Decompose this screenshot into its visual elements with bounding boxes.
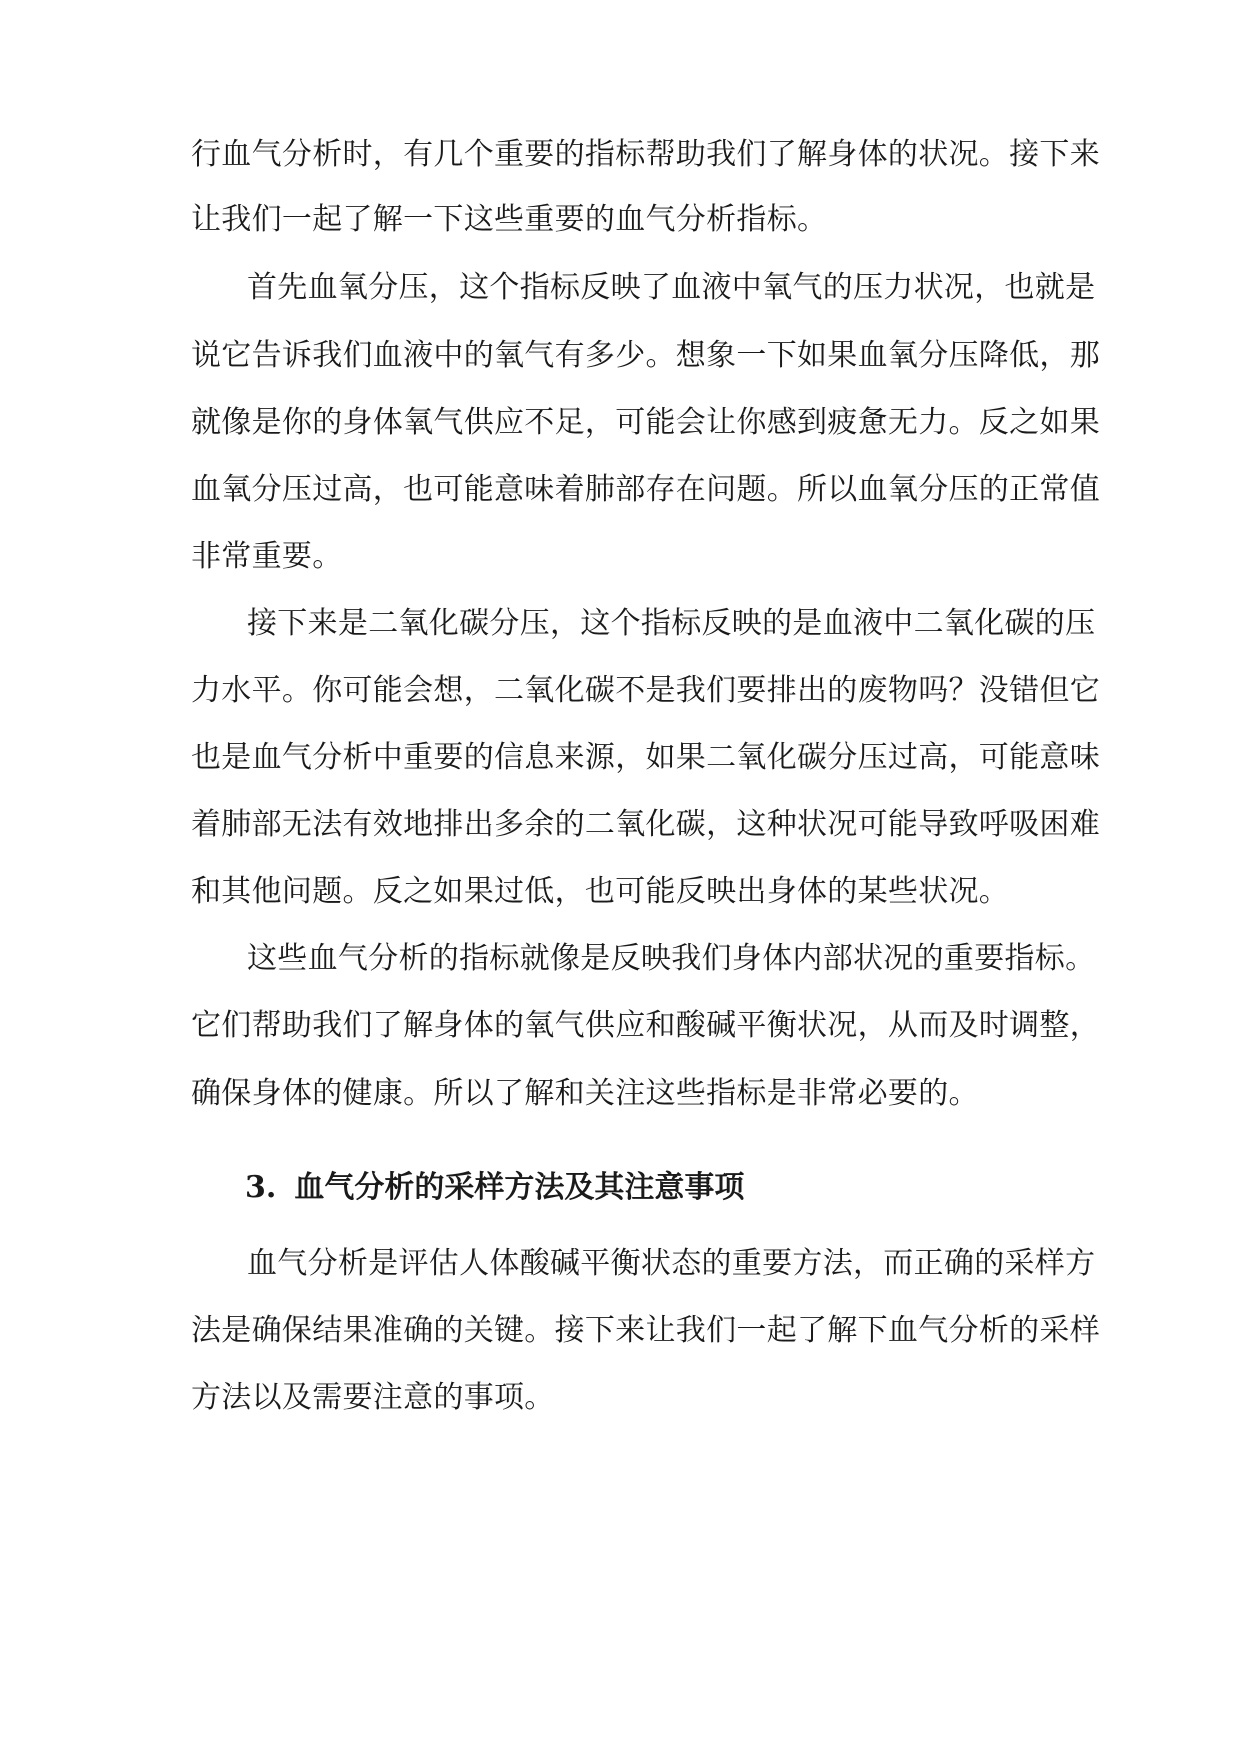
paragraph-4-line-1: 这些血气分析的指标就像是反映我们身体内部状况的重要指标。	[247, 941, 1096, 976]
paragraph-1-line-1: 行血气分析时，有几个重要的指标帮助我们了解身体的状况。接下来	[191, 137, 1100, 172]
paragraph-3-line-3: 也是血气分析中重要的信息来源，如果二氧化碳分压过高，可能意味	[191, 740, 1100, 775]
paragraph-2-line-5: 非常重要。	[191, 539, 343, 574]
section-paragraph-line-3: 方法以及需要注意的事项。	[191, 1380, 555, 1415]
paragraph-2-line-3: 就像是你的身体氧气供应不足，可能会让你感到疲惫无力。反之如果	[191, 405, 1100, 440]
section-heading	[245, 1168, 744, 1208]
paragraph-4-line-2: 它们帮助我们了解身体的氧气供应和酸碱平衡状况，从而及时调整，	[191, 1008, 1100, 1043]
paragraph-2-line-1: 首先血氧分压，这个指标反映了血液中氧气的压力状况，也就是	[247, 270, 1096, 305]
section-number: 3.	[245, 1170, 277, 1205]
section-title: 血气分析的采样方法及其注意事项	[294, 1170, 745, 1205]
paragraph-4-line-3: 确保身体的健康。所以了解和关注这些指标是非常必要的。	[191, 1076, 979, 1111]
paragraph-2-line-4: 血氧分压过高，也可能意味着肺部存在问题。所以血氧分压的正常值	[191, 472, 1100, 507]
paragraph-2-line-2: 说它告诉我们血液中的氧气有多少。想象一下如果血氧分压降低，那	[191, 338, 1100, 373]
section-paragraph-line-2: 法是确保结果准确的关键。接下来让我们一起了解下血气分析的采样	[191, 1313, 1100, 1348]
paragraph-3-line-4: 着肺部无法有效地排出多余的二氧化碳，这种状况可能导致呼吸困难	[191, 807, 1100, 842]
paragraph-3-line-1: 接下来是二氧化碳分压，这个指标反映的是血液中二氧化碳的压	[247, 606, 1096, 641]
section-paragraph-line-1: 血气分析是评估人体酸碱平衡状态的重要方法，而正确的采样方	[247, 1246, 1096, 1281]
paragraph-3-line-5: 和其他问题。反之如果过低，也可能反映出身体的某些状况。	[191, 874, 1010, 909]
paragraph-1-line-2: 让我们一起了解一下这些重要的血气分析指标。	[191, 202, 828, 237]
paragraph-3-line-2: 力水平。你可能会想，二氧化碳不是我们要排出的废物吗？没错但它	[191, 673, 1100, 708]
